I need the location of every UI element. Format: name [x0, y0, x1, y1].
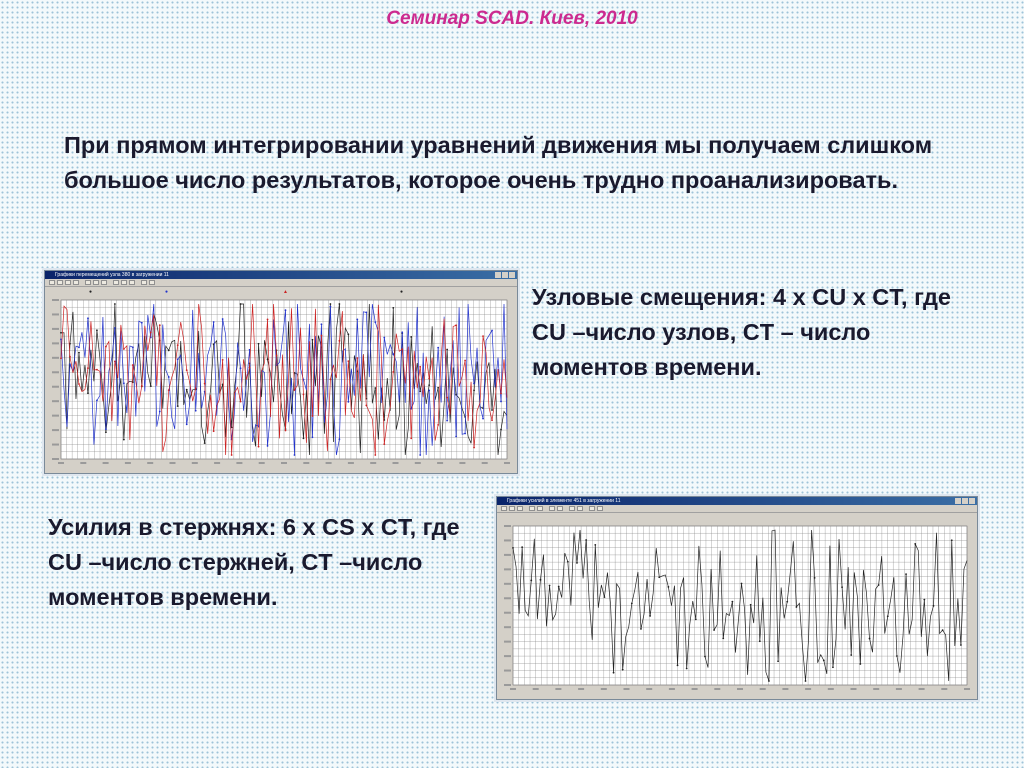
tool-button[interactable]	[569, 506, 575, 511]
series-point	[186, 423, 188, 425]
series-point	[204, 383, 206, 385]
series-point	[356, 357, 358, 359]
series-point	[512, 547, 514, 549]
series-point	[473, 447, 475, 449]
series-point	[401, 331, 403, 333]
series-point	[667, 586, 669, 588]
y-tick-label	[52, 342, 59, 344]
y-tick-label	[52, 386, 59, 388]
series-point	[177, 344, 179, 346]
series-point	[521, 546, 523, 548]
series-point	[491, 330, 493, 332]
series-point	[276, 355, 278, 357]
series-point	[123, 439, 125, 441]
x-tick-label	[782, 688, 788, 690]
series-point	[695, 618, 697, 620]
legend-marker-red: ▲	[283, 289, 288, 295]
series-point	[473, 383, 475, 385]
series-point	[258, 343, 260, 345]
series-point	[267, 319, 269, 321]
x-tick-label	[326, 462, 332, 464]
series-point	[60, 332, 62, 334]
series-point	[923, 599, 925, 601]
series-point	[159, 324, 161, 326]
tool-button[interactable]	[141, 280, 147, 285]
series-point	[338, 303, 340, 305]
series-point	[312, 339, 314, 341]
x-tick-label	[692, 688, 698, 690]
series-point	[713, 629, 715, 631]
nodal-graph-window	[44, 270, 518, 474]
series-point	[850, 654, 852, 656]
series-point	[168, 389, 170, 391]
series-point	[347, 333, 349, 335]
legend-marker-black-2: ●	[400, 289, 404, 295]
tool-button[interactable]	[93, 280, 99, 285]
tool-button[interactable]	[149, 280, 155, 285]
series-point	[677, 664, 679, 666]
series-point	[823, 660, 825, 662]
x-tick-label	[919, 688, 925, 690]
x-tick-label	[646, 688, 652, 690]
series-point	[114, 327, 116, 329]
series-point	[455, 436, 457, 438]
series-point	[640, 628, 642, 630]
tool-button[interactable]	[537, 506, 543, 511]
series-point	[374, 321, 376, 323]
series-point	[768, 680, 770, 682]
series-point	[558, 586, 560, 588]
series-point	[329, 379, 331, 381]
x-tick-label	[482, 462, 488, 464]
tool-button[interactable]	[57, 280, 63, 285]
series-point	[951, 539, 953, 541]
series-point	[841, 586, 843, 588]
tool-button[interactable]	[509, 506, 515, 511]
tool-button[interactable]	[85, 280, 91, 285]
series-point	[141, 385, 143, 387]
tool-button[interactable]	[65, 280, 71, 285]
series-point	[177, 405, 179, 407]
series-point	[374, 454, 376, 456]
series-point	[933, 605, 935, 607]
x-tick-label	[805, 688, 811, 690]
x-tick-label	[125, 462, 131, 464]
series-point	[303, 437, 305, 439]
series-point	[722, 637, 724, 639]
tool-button[interactable]	[577, 506, 583, 511]
series-point	[78, 383, 80, 385]
series-point	[114, 360, 116, 362]
series-point	[105, 431, 107, 433]
series-point	[150, 385, 152, 387]
series-point	[69, 363, 71, 365]
x-tick-label	[624, 688, 630, 690]
x-tick-label	[504, 462, 510, 464]
series-point	[69, 356, 71, 358]
bar-forces-text: Усилия в стержнях: 6 x CS x CT, где CU –число стержней, CT –число моментов времени.	[48, 514, 460, 610]
x-tick-label	[601, 688, 607, 690]
y-tick-label	[504, 670, 511, 672]
tool-button[interactable]	[597, 506, 603, 511]
series-point	[446, 349, 448, 351]
series-point	[285, 430, 287, 432]
minimize-icon[interactable]	[495, 272, 501, 278]
x-tick-label	[393, 462, 399, 464]
x-tick-label	[236, 462, 242, 464]
series-point	[795, 606, 797, 608]
x-tick-label	[896, 688, 902, 690]
x-tick-label	[941, 688, 947, 690]
nodal-displacement-chart	[45, 296, 517, 473]
tool-button[interactable]	[589, 506, 595, 511]
series-point	[231, 454, 233, 456]
x-tick-label	[370, 462, 376, 464]
series-point	[87, 392, 89, 394]
series-point	[437, 424, 439, 426]
y-tick-label	[504, 568, 511, 570]
series-point	[347, 401, 349, 403]
series-point	[267, 358, 269, 360]
y-tick-label	[504, 597, 511, 599]
series-point	[240, 401, 242, 403]
tool-button[interactable]	[129, 280, 135, 285]
window-titlebar	[45, 271, 517, 279]
series-point	[258, 446, 260, 448]
series-point	[392, 353, 394, 355]
series-point	[631, 602, 633, 604]
series-point	[410, 336, 412, 338]
series-point	[123, 348, 125, 350]
series-point	[428, 378, 430, 380]
series-point	[240, 303, 242, 305]
series-point	[437, 347, 439, 349]
bar-force-chart	[497, 522, 977, 699]
series-point	[567, 561, 569, 563]
series-point	[78, 346, 80, 348]
slide-header: Семинар SCAD. Киев, 2010	[386, 8, 638, 29]
x-tick-label	[737, 688, 743, 690]
series-point	[195, 410, 197, 412]
series-point	[338, 340, 340, 342]
x-tick-label	[437, 462, 443, 464]
series-point	[960, 644, 962, 646]
series-point	[195, 388, 197, 390]
series-point	[649, 615, 651, 617]
series-point	[294, 454, 296, 456]
series-point	[141, 322, 143, 324]
series-point	[942, 629, 944, 631]
series-point	[464, 433, 466, 435]
y-tick-label	[52, 371, 59, 373]
series-point	[786, 601, 788, 603]
x-tick-label	[760, 688, 766, 690]
series-point	[686, 668, 688, 670]
series-point	[500, 429, 502, 431]
window-title: Графики перемещений узла 380 в загружении 11	[55, 272, 169, 278]
x-tick-label	[459, 462, 465, 464]
legend-marker-black: ●	[89, 289, 93, 295]
series-point	[303, 394, 305, 396]
series-point	[374, 387, 376, 389]
series-point	[87, 317, 89, 319]
x-tick-label	[828, 688, 834, 690]
series-point	[186, 389, 188, 391]
x-tick-label	[533, 688, 539, 690]
series-point	[329, 303, 331, 305]
tool-button[interactable]	[517, 506, 523, 511]
series-point	[914, 543, 916, 545]
series-point	[383, 443, 385, 445]
series-point	[78, 352, 80, 354]
minimize-icon[interactable]	[955, 498, 961, 504]
y-tick-label	[504, 525, 511, 527]
series-point	[96, 369, 98, 371]
bar-force-graph-window	[496, 496, 978, 700]
y-tick-label	[52, 415, 59, 417]
tool-button[interactable]	[73, 280, 79, 285]
x-tick-label	[348, 462, 354, 464]
x-tick-label	[578, 688, 584, 690]
series-point	[549, 585, 551, 587]
series-point	[365, 404, 367, 406]
series-point	[285, 309, 287, 311]
series-point	[887, 615, 889, 617]
series-point	[419, 366, 421, 368]
series-point	[401, 348, 403, 350]
series-point	[473, 389, 475, 391]
series-point	[530, 580, 532, 582]
tool-button[interactable]	[49, 280, 55, 285]
tool-button[interactable]	[101, 280, 107, 285]
series-point	[96, 329, 98, 331]
series-point	[482, 418, 484, 420]
series-point	[604, 596, 606, 598]
series-point	[132, 364, 134, 366]
window-titlebar	[497, 497, 977, 505]
series-point	[159, 411, 161, 413]
series-point	[905, 573, 907, 575]
series-point	[222, 318, 224, 320]
x-tick-label	[303, 462, 309, 464]
series-point	[123, 382, 125, 384]
series-point	[741, 583, 743, 585]
y-tick-label	[504, 539, 511, 541]
series-point	[446, 397, 448, 399]
tool-button[interactable]	[121, 280, 127, 285]
series-point	[613, 672, 615, 674]
y-tick-label	[504, 554, 511, 556]
series-point	[491, 419, 493, 421]
y-tick-label	[504, 684, 511, 686]
y-tick-label	[52, 299, 59, 301]
tool-button[interactable]	[501, 506, 507, 511]
series-point	[832, 666, 834, 668]
y-tick-label	[52, 357, 59, 359]
series-point	[437, 387, 439, 389]
close-icon[interactable]	[969, 498, 975, 504]
series-point	[428, 384, 430, 386]
series-point	[704, 656, 706, 658]
series-point	[213, 430, 215, 432]
x-tick-label	[80, 462, 86, 464]
series-point	[294, 389, 296, 391]
x-tick-label	[714, 688, 720, 690]
series-point	[805, 680, 807, 682]
y-tick-label	[52, 400, 59, 402]
x-tick-label	[170, 462, 176, 464]
series-point	[464, 360, 466, 362]
series-point	[500, 393, 502, 395]
series-point	[622, 669, 624, 671]
y-tick-label	[504, 655, 511, 657]
series-point	[150, 332, 152, 334]
series-point	[869, 638, 871, 640]
series-point	[419, 391, 421, 393]
series-point	[105, 428, 107, 430]
series-point	[446, 420, 448, 422]
tool-button[interactable]	[549, 506, 555, 511]
y-tick-label	[504, 641, 511, 643]
series-point	[312, 415, 314, 417]
x-tick-label	[192, 462, 198, 464]
series-point	[177, 358, 179, 360]
series-point	[356, 319, 358, 321]
x-tick-label	[555, 688, 561, 690]
series-point	[347, 360, 349, 362]
series-point	[321, 323, 323, 325]
x-tick-label	[259, 462, 265, 464]
series-point	[731, 601, 733, 603]
series-point	[132, 346, 134, 348]
series-point	[491, 409, 493, 411]
series-point	[428, 390, 430, 392]
x-tick-label	[147, 462, 153, 464]
x-tick-label	[669, 688, 675, 690]
series-point	[329, 306, 331, 308]
series-point	[60, 357, 62, 359]
series-point	[60, 338, 62, 340]
maximize-icon[interactable]	[962, 498, 968, 504]
series-point	[410, 438, 412, 440]
x-tick-label	[281, 462, 287, 464]
y-tick-label	[52, 444, 59, 446]
series-point	[777, 660, 779, 662]
series-point	[383, 337, 385, 339]
series-point	[365, 311, 367, 313]
series-point	[168, 376, 170, 378]
series-point	[96, 400, 98, 402]
tool-button[interactable]	[113, 280, 119, 285]
series-point	[114, 303, 116, 305]
series-point	[540, 579, 542, 581]
series-point	[312, 436, 314, 438]
x-tick-label	[851, 688, 857, 690]
series-point	[455, 324, 457, 326]
series-point	[585, 539, 587, 541]
series-point	[392, 371, 394, 373]
y-tick-label	[52, 429, 59, 431]
x-tick-label	[873, 688, 879, 690]
window-toolbar	[45, 279, 517, 287]
series-point	[105, 346, 107, 348]
series-point	[750, 604, 752, 606]
y-tick-label	[52, 313, 59, 315]
x-tick-label	[415, 462, 421, 464]
x-tick-label	[103, 462, 109, 464]
y-tick-label	[504, 583, 511, 585]
series-point	[482, 335, 484, 337]
y-tick-label	[504, 626, 511, 628]
series-point	[186, 369, 188, 371]
window-title: Графики усилий в элементе 451 в загружении 11	[507, 498, 621, 504]
intro-text: При прямом интегрировании уравнений движения мы получаем слишком большое число результатов, которое очень трудно проанализировать.	[64, 132, 933, 193]
series-point	[338, 438, 340, 440]
y-tick-label	[52, 458, 59, 460]
tool-button[interactable]	[529, 506, 535, 511]
series-point	[859, 663, 861, 665]
series-point	[392, 307, 394, 309]
series-point	[594, 544, 596, 546]
series-point	[500, 401, 502, 403]
series-point	[240, 367, 242, 369]
x-tick-label	[58, 462, 64, 464]
x-tick-label	[214, 462, 220, 464]
close-icon[interactable]	[509, 272, 515, 278]
series-point	[321, 335, 323, 337]
series-point	[576, 562, 578, 564]
series-point	[878, 584, 880, 586]
series-point	[267, 445, 269, 447]
series-point	[204, 442, 206, 444]
x-tick-label	[510, 688, 516, 690]
series-point	[249, 367, 251, 369]
tool-button[interactable]	[557, 506, 563, 511]
series-point	[814, 577, 816, 579]
series-point	[87, 367, 89, 369]
window-toolbar	[497, 505, 977, 513]
y-tick-label	[52, 328, 59, 330]
series-point	[759, 640, 761, 642]
series-point	[213, 321, 215, 323]
series-point	[896, 655, 898, 657]
y-tick-label	[504, 612, 511, 614]
maximize-icon[interactable]	[502, 272, 508, 278]
series-point	[658, 576, 660, 578]
nodal-displacements-text: Узловые смещения: 4 x CU x CT, где CU –число узлов, CT – число моментов времени.	[532, 284, 951, 380]
legend-marker-blue: ●	[165, 289, 169, 295]
series-point	[222, 359, 224, 361]
series-point	[419, 454, 421, 456]
series-point	[168, 350, 170, 352]
x-tick-label	[964, 688, 970, 690]
